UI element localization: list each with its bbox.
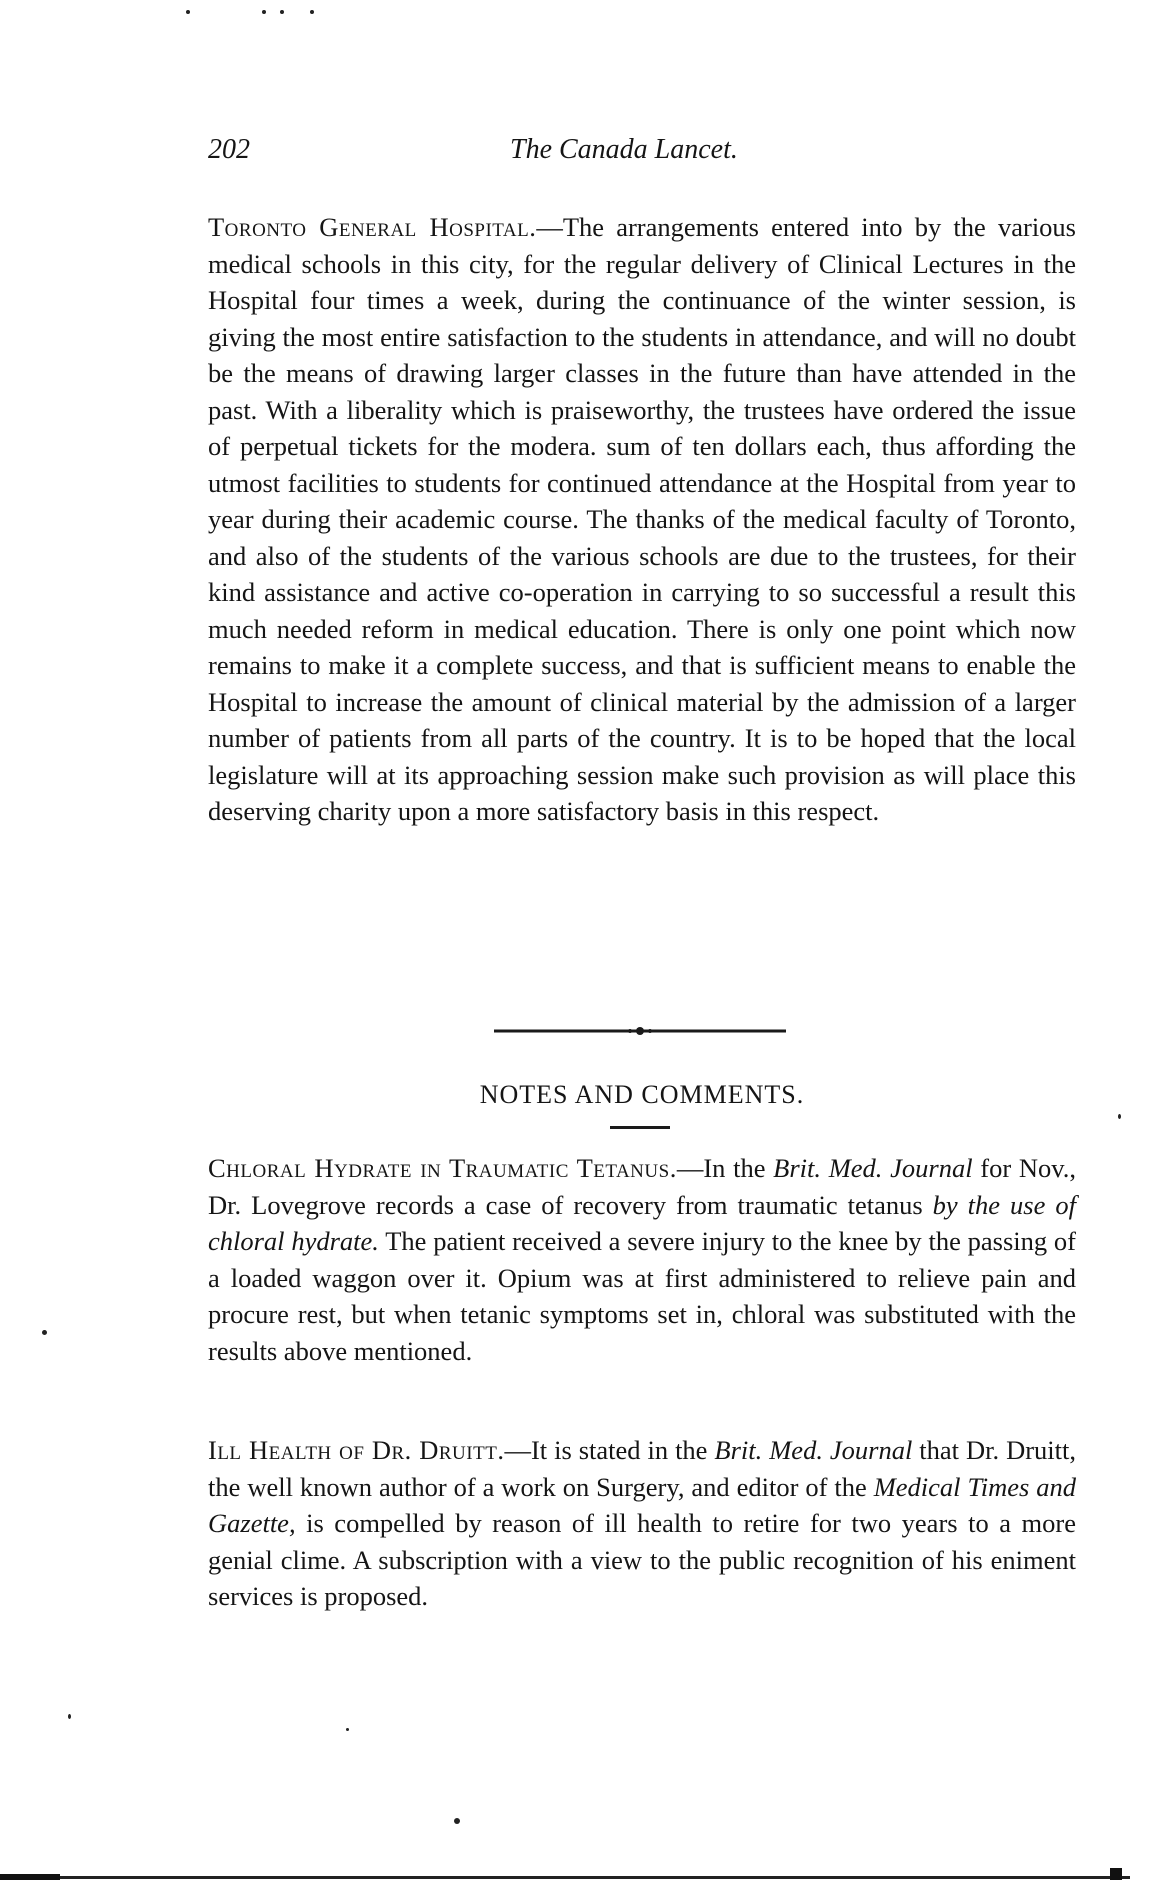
running-head [208, 134, 868, 174]
article-ill-health-druitt [208, 1432, 1076, 1615]
scan-speck [68, 1714, 71, 1719]
article-body-part: The patient received a severe injury to the knee by the passing of a loaded waggon over it. Opium was at first administered to relieve pain and procure rest, but when tetanic symptoms set in, chloral was substituted with the results above mentioned. [208, 1226, 1077, 1366]
article-body-part: —It is stated in the [504, 1435, 715, 1465]
section-heading: NOTES AND COMMENTS. [479, 1080, 805, 1109]
journal-citation: Brit. Med. Journal [773, 1153, 973, 1183]
journal-title: The Canada Lancet. [510, 134, 738, 165]
article-paragraph [208, 1150, 1076, 1369]
article-body-part: for Nov., Dr. Lovegrove records a case of recovery from traumatic tetanus [208, 1153, 1077, 1220]
ornamental-rule [494, 1026, 786, 1036]
article-paragraph [208, 209, 1076, 830]
scan-speck [346, 1728, 349, 1731]
article-body-part: that Dr. Druitt, the well known author of a work on Surgery, and editor of the [208, 1435, 1077, 1502]
article-heading: Ill Health of Dr. Druitt. [208, 1435, 505, 1465]
heading-rule [610, 1126, 670, 1129]
article-heading: Chloral Hydrate in Traumatic Tetanus. [208, 1153, 677, 1183]
article-heading: Toronto General Hospital. [208, 212, 537, 242]
scan-speck [262, 10, 266, 14]
scan-speck [454, 1818, 460, 1824]
page-bottom-edge [0, 1868, 1130, 1882]
article-body-part: is compelled by reason of ill health to retire for two years to a more genial clime. A subscription with a view to the public recognition of his eniment services is proposed. [208, 1508, 1076, 1611]
italic-phrase: by the use of chloral hydrate. [208, 1189, 1076, 1256]
scan-speck [1118, 1114, 1121, 1119]
scan-speck [42, 1330, 47, 1335]
article-toronto-general-hospital [208, 209, 1076, 830]
article-paragraph [208, 1432, 1076, 1615]
page-number: 202 [208, 134, 250, 165]
scan-speck [280, 10, 284, 14]
scan-speck [186, 10, 190, 14]
scan-speck [310, 10, 314, 14]
article-chloral-hydrate [208, 1150, 1076, 1369]
article-body-part: —In the [676, 1153, 774, 1183]
journal-citation: Brit. Med. Journal [714, 1435, 913, 1465]
journal-citation: Medical Times and Gazette, [208, 1471, 1076, 1538]
article-body: —The arrangements entered into by the various medical schools in this city, for the regular delivery of Clinical Lectures in the Hospital four times a week, during the continuance of the winter session, is giving the most entire satisfaction to the students in attendance, and will no doubt be the means of drawing larger classes in the future than have attended in the past. With a liberality which is praiseworthy, the trustees have ordered the issue of perpetual tickets for the modera. sum of ten dollars each, thus affording the utmost facilities to students for continued attendance at the Hospital from year to year during their academic course. The thanks of the medical faculty of Toronto, and also of the students of the various schools are due to the trustees, for their kind assistance and active co-operation in carrying to so successful a result this much needed reform in medical education. There is only one point which now remains to make it a complete success, and that is sufficient means to enable the Hospital to increase the amount of clinical material by the admission of a larger number of patients from all parts of the country. It is to be hoped that the local legislature will at its approaching session make such provision as will place this deserving charity upon a more satisfactory basis in this respect. [208, 212, 1076, 826]
